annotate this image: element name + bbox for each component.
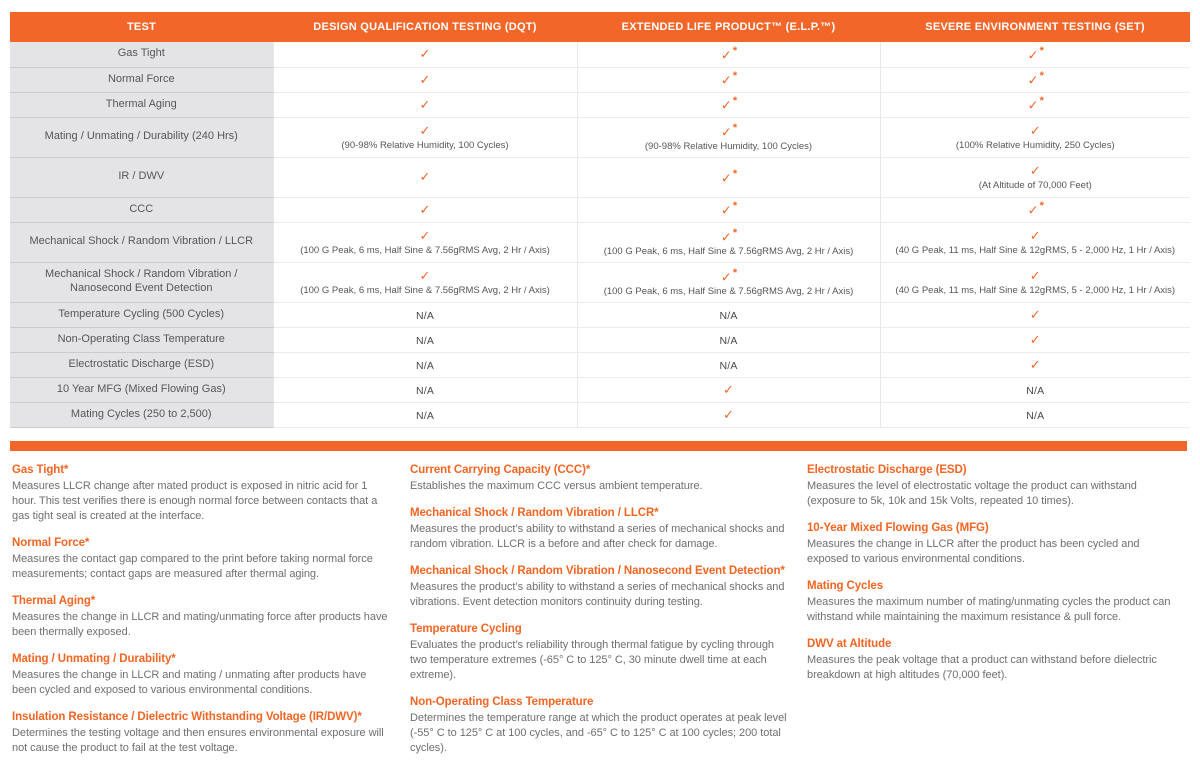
test-name-cell: Gas Tight: [10, 42, 273, 67]
result-cell-dqt: [273, 327, 577, 352]
na-text: N/A: [415, 409, 435, 422]
asterisk-icon: *: [1039, 70, 1044, 83]
table-row: [10, 117, 1190, 157]
definition-title: Mechanical Shock / Random Vibration / Nanosecond Event Detection*: [410, 564, 785, 577]
na-text: N/A: [719, 309, 738, 322]
definition-entry: [410, 507, 790, 552]
checkmark-icon: ✓: [419, 268, 431, 284]
asterisk-icon: *: [1039, 200, 1044, 213]
asterisk-icon: *: [1039, 45, 1044, 58]
definition-body: Measures LLCR change after mated product is exposed in nitric acid for 1 hour. This test verifies there is enough normal force between contacts that a gas tight seal is created at the interface.: [12, 480, 378, 522]
result-cell-set: [880, 157, 1190, 197]
table-row: [10, 197, 1190, 222]
definition-body: Establishes the maximum CCC versus ambient temperature.: [410, 480, 703, 492]
result-cell-dqt: [273, 302, 577, 327]
na-text: N/A: [415, 334, 435, 347]
checkmark-icon: ✓: [419, 46, 431, 62]
table-row: [10, 402, 1190, 427]
table-row: [10, 92, 1190, 117]
na-text: N/A: [415, 384, 435, 397]
definition-title: Non-Operating Class Temperature: [410, 695, 594, 708]
result-cell-elp: [577, 262, 880, 302]
result-cell-dqt: [273, 377, 577, 402]
definition-title: Normal Force*: [12, 536, 90, 549]
condition-note: (At Altitude of 70,000 Feet): [978, 180, 1092, 192]
asterisk-icon: *: [732, 45, 738, 58]
definition-body: Measures the change in LLCR after the product has been cycled and exposed to various environmental conditions.: [807, 537, 1140, 565]
condition-note: (100% Relative Humidity, 250 Cycles): [955, 140, 1115, 152]
checkmark-icon: ✓: [720, 124, 732, 140]
na-text: N/A: [719, 359, 738, 372]
checkmark-icon: ✓: [419, 228, 431, 244]
definition-title: Thermal Aging*: [12, 594, 96, 607]
definition-title: DWV at Altitude: [807, 637, 892, 650]
checkmark-icon: ✓: [1029, 306, 1041, 322]
checkmark-icon: ✓: [723, 381, 734, 397]
checkmark-icon: ✓: [720, 72, 732, 88]
definition-body: Measures the change in LLCR and mating / unmating after products have been cycled and exposed to various environmental conditions.: [12, 668, 367, 696]
checkmark-icon: ✓: [1027, 202, 1039, 218]
definition-entry: [410, 464, 790, 494]
result-cell-elp: [577, 377, 880, 402]
asterisk-icon: *: [732, 226, 738, 239]
result-cell-dqt: [273, 67, 577, 92]
definition-title: Mating / Unmating / Durability*: [12, 652, 176, 665]
table-row: [10, 302, 1190, 327]
definition-body: Determines the testing voltage and then ensures environmental exposure will not cause the product to fail at the test voltage.: [12, 726, 384, 754]
test-name-cell: CCC: [10, 197, 273, 222]
definition-entry: [410, 565, 790, 610]
result-cell-dqt: [273, 352, 577, 377]
result-cell-set: [880, 262, 1190, 302]
definition-title: Mechanical Shock / Random Vibration / LLCR*: [410, 506, 659, 519]
test-name-cell: Mechanical Shock / Random Vibration / Nanosecond Event Detection: [10, 262, 273, 302]
result-cell-elp: [577, 42, 880, 67]
checkmark-icon: ✓: [720, 97, 732, 113]
table-row: [10, 157, 1190, 197]
checkmark-icon: ✓: [419, 96, 431, 112]
result-cell-elp: [577, 222, 880, 262]
result-cell-set: [880, 92, 1190, 117]
asterisk-icon: *: [732, 200, 738, 213]
result-cell-set: [880, 67, 1190, 92]
result-cell-set: [880, 402, 1190, 427]
definition-entry: [12, 464, 392, 524]
test-definitions-section: [12, 464, 1182, 768]
test-table-body: [10, 42, 1190, 427]
test-name-cell: IR / DWV: [10, 157, 273, 197]
column-header-set: SEVERE ENVIRONMENT TESTING (SET): [880, 12, 1190, 42]
checkmark-icon: ✓: [419, 123, 431, 139]
condition-note: (40 G Peak, 11 ms, Half Sine & 12gRMS, 5 - 2,000 Hz, 1 Hr / Axis): [895, 245, 1176, 257]
test-name-cell: Non-Operating Class Temperature: [10, 327, 273, 352]
asterisk-icon: *: [1039, 95, 1044, 108]
asterisk-icon: *: [732, 95, 738, 108]
test-name-cell: 10 Year MFG (Mixed Flowing Gas): [10, 377, 273, 402]
asterisk-icon: *: [732, 167, 738, 180]
result-cell-elp: [577, 352, 880, 377]
definition-entry: [807, 464, 1175, 509]
definition-body: Measures the level of electrostatic voltage the product can withstand (exposure to 5k, 10k and 15k Volts, repeated 10 times).: [807, 480, 1137, 507]
result-cell-dqt: [273, 222, 577, 262]
definition-body: Evaluates the product’s reliability through thermal fatigue by cycling through two temperature extremes (-65° C to 125° C, 30 minute dwell time at each extreme).: [410, 638, 774, 681]
checkmark-icon: ✓: [1029, 356, 1041, 372]
condition-note: (90-98% Relative Humidity, 100 Cycles): [644, 141, 813, 153]
definition-title: Mating Cycles: [807, 579, 884, 592]
result-cell-elp: [577, 117, 880, 157]
checkmark-icon: ✓: [1029, 268, 1041, 284]
asterisk-icon: *: [732, 121, 738, 134]
test-name-cell: Normal Force: [10, 67, 273, 92]
checkmark-icon: ✓: [1029, 331, 1041, 347]
definition-body: Determines the temperature range at which the product operates at peak level (-55° C to 125° C at 100 cycles, and -65° C to 125° C at 100 cycles; 200 total cycles).: [410, 711, 787, 754]
result-cell-set: [880, 352, 1190, 377]
result-cell-set: [880, 377, 1190, 402]
checkmark-icon: ✓: [1027, 72, 1039, 88]
definition-body: Measures the maximum number of mating/unmating cycles the product can withstand while maintaining the maximum resistance & pull force.: [807, 595, 1171, 623]
definition-entry: [12, 711, 392, 756]
checkmark-icon: ✓: [419, 169, 431, 184]
definition-title: Electrostatic Discharge (ESD): [807, 464, 967, 476]
result-cell-set: [880, 327, 1190, 352]
definitions-col3: [807, 464, 1175, 768]
definition-entry: [410, 696, 790, 756]
result-cell-dqt: [273, 262, 577, 302]
definition-entry: [12, 653, 392, 698]
section-divider-bar: [10, 441, 1187, 451]
definition-entry: [410, 623, 790, 683]
result-cell-set: [880, 117, 1190, 157]
column-header-elp: EXTENDED LIFE PRODUCT™ (E.L.P.™): [577, 12, 880, 42]
result-cell-dqt: [273, 42, 577, 67]
definition-body: Measures the change in LLCR and mating/unmating force after products have been thermally exposed.: [12, 610, 388, 638]
table-row: [10, 352, 1190, 377]
table-row: [10, 42, 1190, 67]
condition-note: (100 G Peak, 6 ms, Half Sine & 7.56gRMS Avg, 2 Hr / Axis): [300, 245, 550, 257]
condition-note: (100 G Peak, 6 ms, Half Sine & 7.56gRMS Avg, 2 Hr / Axis): [603, 286, 854, 298]
test-name-cell: Temperature Cycling (500 Cycles): [10, 302, 273, 327]
definition-title: 10-Year Mixed Flowing Gas (MFG): [807, 521, 989, 534]
result-cell-set: [880, 302, 1190, 327]
result-cell-elp: [577, 92, 880, 117]
checkmark-icon: ✓: [720, 229, 732, 245]
definitions-col2: [410, 464, 790, 768]
result-cell-dqt: [273, 92, 577, 117]
checkmark-icon: ✓: [1029, 163, 1041, 179]
checkmark-icon: ✓: [723, 406, 734, 422]
definition-title: Current Carrying Capacity (CCC)*: [410, 464, 591, 476]
result-cell-dqt: [273, 402, 577, 427]
checkmark-icon: ✓: [419, 71, 431, 87]
result-cell-dqt: [273, 197, 577, 222]
result-cell-set: [880, 197, 1190, 222]
column-header-test: TEST: [10, 12, 273, 42]
result-cell-dqt: [273, 117, 577, 157]
condition-note: (90-98% Relative Humidity, 100 Cycles): [341, 140, 509, 152]
definition-title: Insulation Resistance / Dielectric Withstanding Voltage (IR/DWV)*: [12, 710, 362, 723]
table-row: [10, 222, 1190, 262]
na-text: N/A: [1026, 384, 1045, 397]
definition-body: Measures the contact gap compared to the print before taking normal force measurements; contact gaps are measured after thermal aging.: [12, 552, 373, 580]
condition-note: (100 G Peak, 6 ms, Half Sine & 7.56gRMS Avg, 2 Hr / Axis): [300, 285, 550, 297]
checkmark-icon: ✓: [720, 47, 732, 63]
condition-note: (40 G Peak, 11 ms, Half Sine & 12gRMS, 5 - 2,000 Hz, 1 Hr / Axis): [895, 285, 1176, 297]
result-cell-elp: [577, 157, 880, 197]
definition-entry: [12, 595, 392, 640]
test-name-cell: Mating / Unmating / Durability (240 Hrs): [10, 117, 273, 157]
result-cell-dqt: [273, 157, 577, 197]
definition-body: Measures the product’s ability to withstand a series of mechanical shocks and vibrations. Event detection monitors continuity during testing.: [410, 580, 785, 608]
result-cell-elp: [577, 327, 880, 352]
asterisk-icon: *: [732, 266, 738, 279]
test-name-cell: Mechanical Shock / Random Vibration / LLCR: [10, 222, 273, 262]
checkmark-icon: ✓: [720, 202, 732, 218]
table-row: [10, 327, 1190, 352]
definition-entry: [807, 522, 1175, 567]
checkmark-icon: ✓: [720, 269, 732, 285]
checkmark-icon: ✓: [1029, 123, 1041, 139]
test-name-cell: Thermal Aging: [10, 92, 273, 117]
result-cell-elp: [577, 67, 880, 92]
na-text: N/A: [1026, 409, 1045, 422]
definition-entry: [807, 638, 1175, 683]
checkmark-icon: ✓: [720, 170, 732, 186]
condition-note: (100 G Peak, 6 ms, Half Sine & 7.56gRMS Avg, 2 Hr / Axis): [603, 246, 854, 258]
checkmark-icon: ✓: [1029, 228, 1041, 244]
result-cell-set: [880, 42, 1190, 67]
checkmark-icon: ✓: [419, 201, 431, 217]
definitions-col1: [12, 464, 392, 768]
definition-body: Measures the peak voltage that a product can withstand before dielectric breakdown at high altitudes (70,000 feet).: [807, 653, 1157, 681]
definition-entry: [12, 537, 392, 582]
definition-title: Temperature Cycling: [410, 622, 522, 635]
asterisk-icon: *: [732, 70, 738, 83]
definition-title: Gas Tight*: [12, 464, 69, 476]
column-header-dqt: DESIGN QUALIFICATION TESTING (DQT): [273, 12, 577, 42]
test-name-cell: Mating Cycles (250 to 2,500): [10, 402, 273, 427]
checkmark-icon: ✓: [1027, 47, 1039, 63]
result-cell-set: [880, 222, 1190, 262]
checkmark-icon: ✓: [1027, 97, 1039, 113]
table-row: [10, 262, 1190, 302]
table-header-row: [10, 12, 1190, 42]
table-row: [10, 67, 1190, 92]
definition-entry: [807, 580, 1175, 625]
result-cell-elp: [577, 402, 880, 427]
test-name-cell: Electrostatic Discharge (ESD): [10, 352, 273, 377]
na-text: N/A: [415, 359, 435, 372]
na-text: N/A: [415, 309, 435, 322]
na-text: N/A: [719, 334, 738, 347]
result-cell-elp: [577, 197, 880, 222]
definition-body: Measures the product’s ability to withstand a series of mechanical shocks and random vibration. LLCR is a before and after check for damage.: [410, 522, 785, 550]
table-row: [10, 377, 1190, 402]
result-cell-elp: [577, 302, 880, 327]
qualification-test-table: [10, 12, 1190, 428]
